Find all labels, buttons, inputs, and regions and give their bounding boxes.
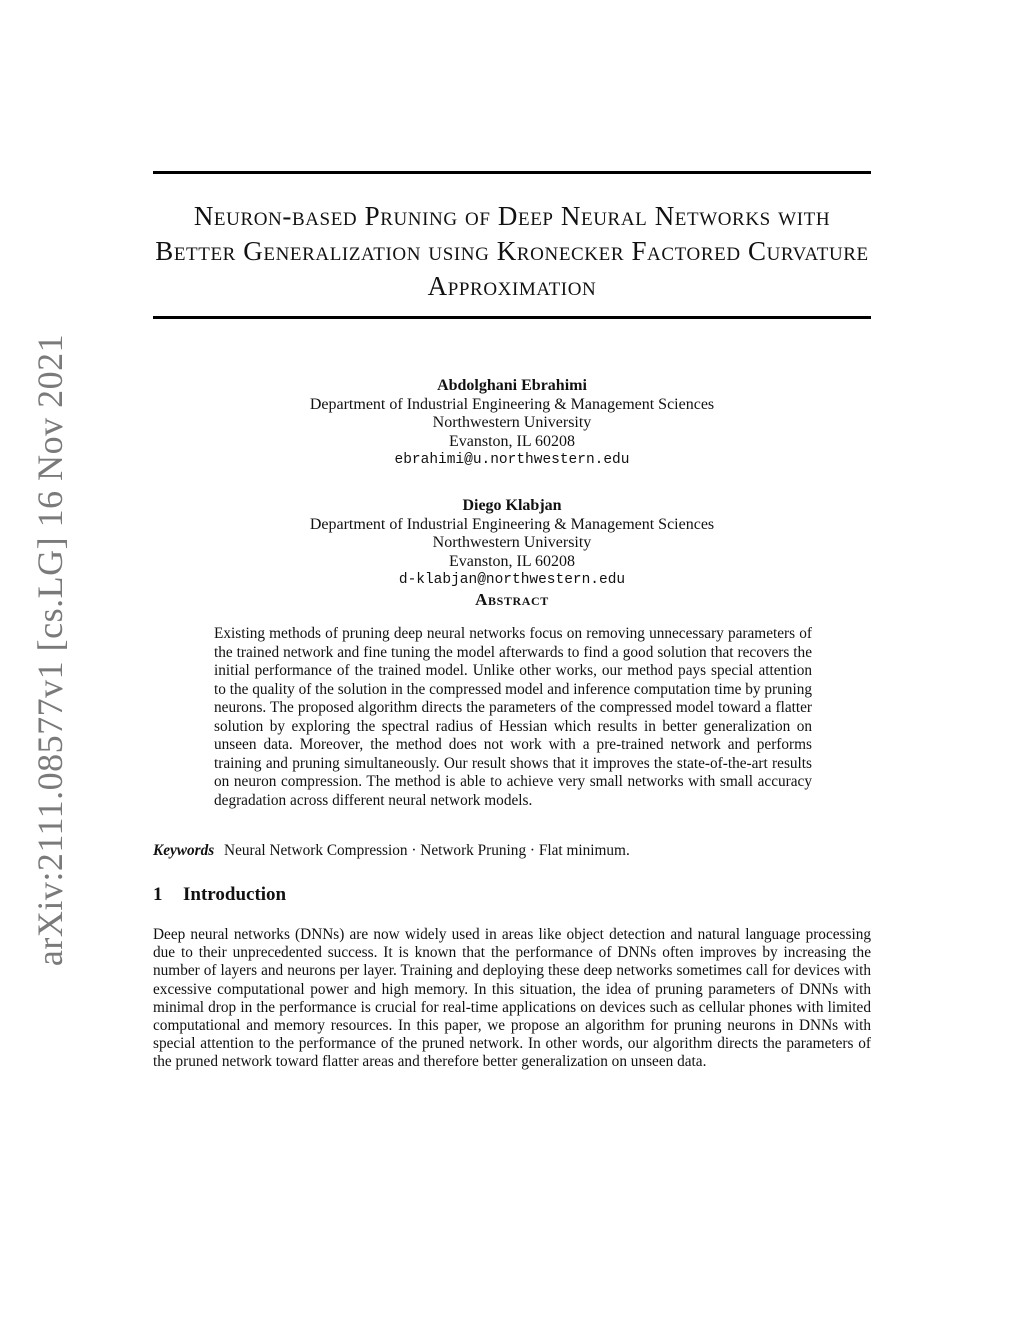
title-rule-top <box>153 171 871 174</box>
section-heading-introduction <box>153 884 871 906</box>
author-department: Department of Industrial Engineering & Management Sciences <box>309 395 715 413</box>
abstract-text: Existing methods of pruning deep neural networks focus on removing unnecessary parameters of the trained network and fine tuning the model afterwards to find a good solution that recovers the initial performance of the trained model. Unlike other works, our method pays special attention to the quality of the solution in the compressed model and inference computation time by pruning neurons. The proposed algorithm directs the parameters of the compressed model toward a flatter solution by exploring the spectral radius of Hessian which results in better generalization on unseen data. Moreover, the method does not work with a pre-trained network and performs training and pruning simultaneously. Our result shows that it improves the state-of-the-art results on neuron compression. The method is able to achieve very small networks with small accuracy degradation across different neural network models. <box>214 625 812 809</box>
author-block <box>153 377 871 470</box>
author-department: Department of Industrial Engineering & Management Sciences <box>309 515 715 533</box>
author-location: Evanston, IL 60208 <box>448 552 576 570</box>
introduction-text: Deep neural networks (DNNs) are now widely used in areas like object detection and natural language processing due to their unprecedented success. It is known that the performance of DNNs often improves by increasing the number of layers and neurons per layer. Training and deploying these deep networks sometimes call for devices with excessive computational power and high memory. In this situation, the idea of pruning parameters of DNNs with minimal drop in the performance is crucial for real-time applications on devices such as cellular phones with limited computational and memory resources. In this paper, we propose an algorithm for pruning neurons in DNNs with special attention to the performance of the pruned network. In other words, our algorithm directs the parameters of the pruned network toward flatter areas and therefore better generalization on unseen data. <box>153 926 871 1071</box>
author-name: Diego Klabjan <box>462 497 562 514</box>
author-email[interactable]: ebrahimi@u.northwestern.edu <box>394 452 630 468</box>
paper-title: Neuron-based Pruning of Deep Neural Networks with Better Generalization using Kronecker Factored Curvature Approximation <box>155 201 869 301</box>
abstract-heading: Abstract <box>475 590 549 609</box>
author-university: Northwestern University <box>432 414 592 431</box>
author-university: Northwestern University <box>432 534 592 551</box>
author-name: Abdolghani Ebrahimi <box>437 377 587 394</box>
keywords-text: Neural Network Compression · Network Pruning · Flat minimum. <box>224 842 630 859</box>
author-location: Evanston, IL 60208 <box>448 432 576 450</box>
section-title: Introduction <box>183 884 287 905</box>
author-email[interactable]: d-klabjan@northwestern.edu <box>398 572 626 588</box>
arxiv-identifier: arXiv:2111.08577v1 [cs.LG] 16 Nov 2021 <box>30 333 70 967</box>
author-block <box>153 497 871 590</box>
title-rule-bottom <box>153 316 871 319</box>
keywords-label: Keywords <box>153 842 215 859</box>
keywords-line <box>153 842 871 861</box>
section-number: 1 <box>153 884 163 905</box>
